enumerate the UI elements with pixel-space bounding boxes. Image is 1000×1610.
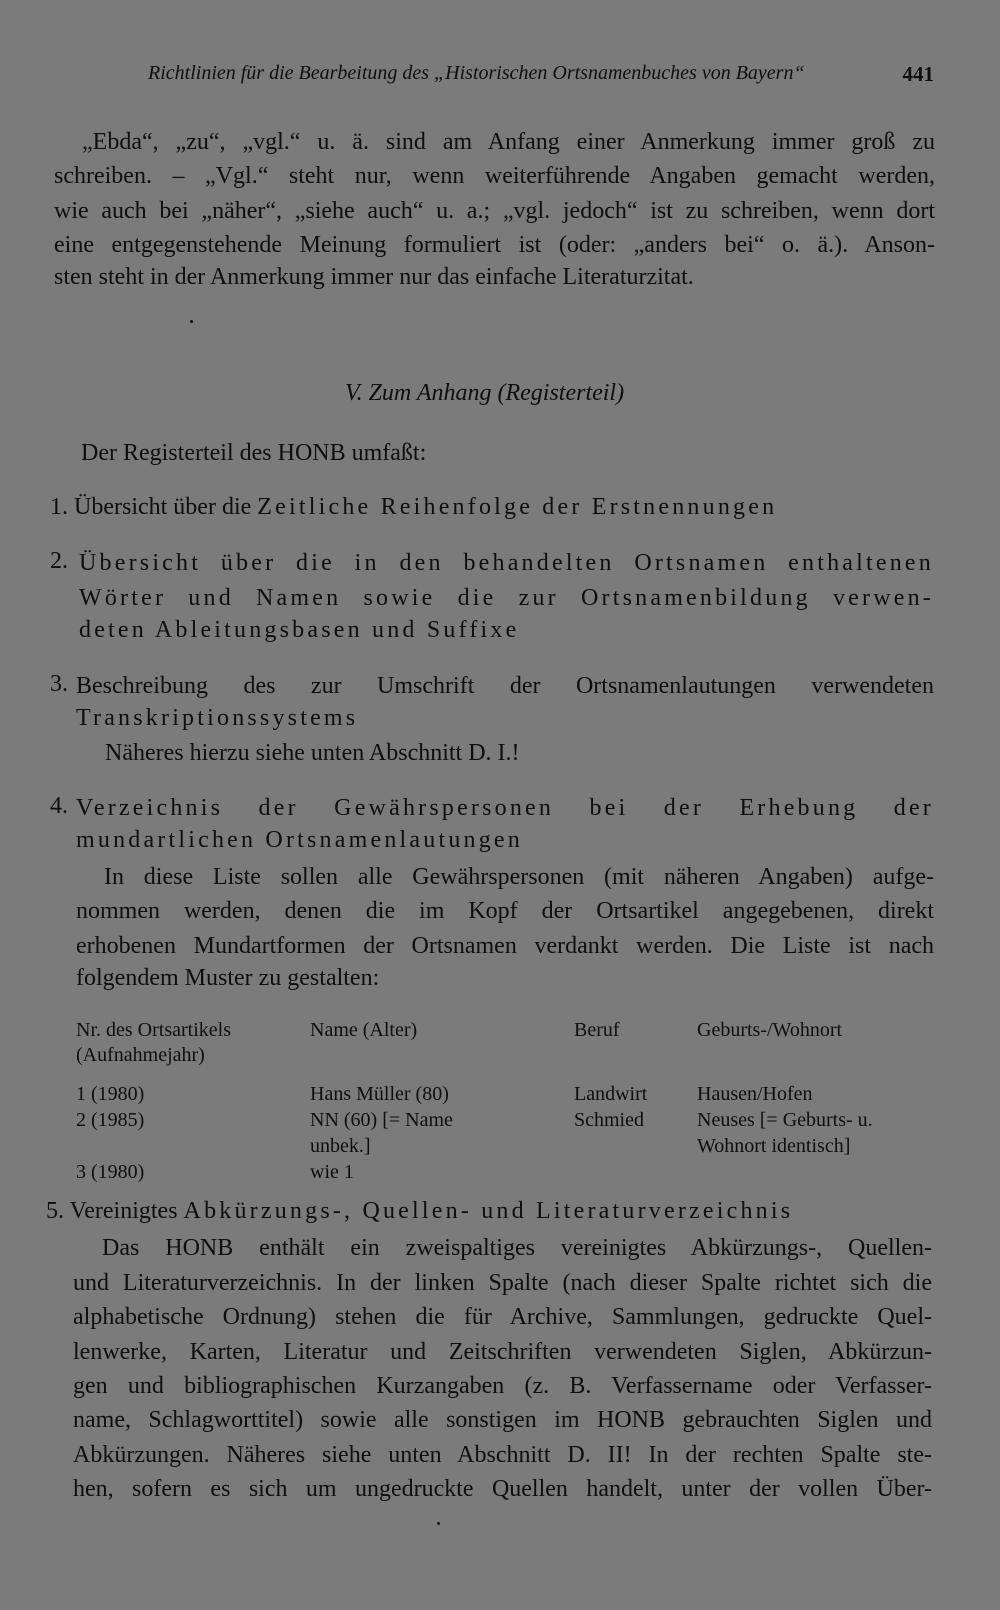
item-3-number: 3.: [50, 671, 68, 697]
item-5-text: Vereinigtes: [69, 1198, 178, 1224]
item-4-body-line-2: nommen werden, denen die im Kopf der Ortsartikel angegebenen, direkt: [76, 898, 934, 924]
table-row-1-ort: Hausen/Hofen: [697, 1083, 813, 1105]
table-row-2-beruf: Schmied: [574, 1109, 644, 1131]
print-speck: [437, 1522, 440, 1525]
item-2-number: 2.: [50, 548, 68, 574]
table-row-2-ort: Neuses [= Geburts- u.: [697, 1109, 873, 1131]
item-1-number: 1.: [50, 494, 68, 520]
table-row-1-name: Hans Müller (80): [310, 1083, 449, 1105]
running-header-title: Richtlinien für die Bearbeitung des „Historischen Ortsnamenbuches von Bayern“: [148, 62, 805, 84]
item-3-spaced-line: Transkriptionssystems: [76, 705, 359, 731]
item-4-number: 4.: [50, 793, 68, 819]
item-4-body-line-4: folgendem Muster zu gestalten:: [76, 965, 380, 991]
item-1-spaced-text: Zeitliche Reihenfolge der Erstnennungen: [257, 494, 778, 520]
item-3-note: Näheres hierzu siehe unten Abschnitt D. I.!: [105, 740, 520, 766]
item-4-body-line-3: erhobenen Mundartformen der Ortsnamen verdankt werden. Die Liste ist nach: [76, 933, 934, 959]
item-1: [50, 494, 777, 521]
print-speck: [190, 320, 193, 323]
table-row-3-nr: 3 (1980): [76, 1161, 145, 1183]
item-5-body-line-2: und Literaturverzeichnis. In der linken Spalte (nach dieser Spalte richtet sich die: [73, 1270, 932, 1296]
table-header-beruf: Beruf: [574, 1019, 620, 1041]
item-4-body-line-1: In diese Liste sollen alle Gewährspersonen (mit näheren Angaben) aufge-: [104, 864, 934, 890]
item-4-title-line-2: mundartlichen Ortsnamenlautungen: [76, 827, 523, 853]
item-4-title-line-1: Verzeichnis der Gewährspersonen bei der Erhebung der: [76, 795, 934, 821]
item-5-body-line-3: alphabetische Ordnung) stehen die für Archive, Sammlungen, gedruckte Quel-: [73, 1304, 932, 1330]
intro-line-3: wie auch bei „näher“, „siehe auch“ u. a.; „vgl. jedoch“ ist zu schreiben, wenn dort: [54, 198, 935, 224]
item-2-line-1: Übersicht über die in den behandelten Ortsnamen enthaltenen: [79, 550, 934, 576]
intro-line-1: „Ebda“, „zu“, „vgl.“ u. ä. sind am Anfang einer Anmerkung immer groß zu: [82, 129, 935, 155]
item-5-number: 5.: [46, 1198, 64, 1224]
item-5-body-line-1: Das HONB enthält ein zweispaltiges vereinigtes Abkürzungs-, Quellen-: [102, 1235, 932, 1261]
intro-line-4: eine entgegenstehende Meinung formuliert ist (oder: „anders bei“ o. ä.). Anson-: [54, 232, 935, 258]
table-row-2-name: NN (60) [= Name: [310, 1109, 453, 1131]
table-row-3-name: wie 1: [310, 1161, 354, 1183]
item-5-body-line-4: lenwerke, Karten, Literatur und Zeitschriften verwendeten Siglen, Abkürzun-: [73, 1339, 932, 1365]
table-row-2-nr: 2 (1985): [76, 1109, 145, 1131]
section-heading: V. Zum Anhang (Registerteil): [345, 380, 625, 406]
intro-line-5: sten steht in der Anmerkung immer nur das einfache Literaturzitat.: [54, 264, 694, 290]
item-5-body-line-8: hen, sofern es sich um ungedruckte Quellen handelt, unter der vollen Über-: [73, 1476, 932, 1502]
page-number: 441: [902, 62, 934, 86]
register-intro: Der Registerteil des HONB umfaßt:: [81, 440, 427, 466]
table-row-1-beruf: Landwirt: [574, 1083, 648, 1105]
table-header-nr: Nr. des Ortsartikels: [76, 1019, 231, 1041]
item-2-line-2: Wörter und Namen sowie die zur Ortsnamenbildung verwen-: [79, 585, 934, 611]
intro-line-2: schreiben. – „Vgl.“ steht nur, wenn weiterführende Angaben gemacht werden,: [54, 163, 935, 189]
item-3-line-1: Beschreibung des zur Umschrift der Ortsnamenlautungen verwendeten: [76, 673, 934, 699]
item-5-spaced-text: Abkürzungs-, Quellen- und Literaturverzeichnis: [183, 1198, 794, 1224]
table-header-name: Name (Alter): [310, 1019, 418, 1041]
item-2-line-3: deten Ableitungsbasen und Suffixe: [79, 617, 520, 643]
table-row-1-nr: 1 (1980): [76, 1083, 145, 1105]
table-row-2-name-cont: unbek.]: [310, 1135, 371, 1157]
item-5-body-line-6: name, Schlagworttitel) sowie alle sonstigen im HONB gebrauchten Siglen und: [73, 1407, 932, 1433]
item-5: [46, 1198, 793, 1225]
item-1-text: Übersicht über die: [74, 494, 252, 520]
table-header-ort: Geburts-/Wohnort: [697, 1019, 843, 1041]
table-row-2-ort-cont: Wohnort identisch]: [697, 1135, 851, 1157]
table-header-year: (Aufnahmejahr): [76, 1044, 205, 1066]
item-5-body-line-5: gen und bibliographischen Kurzangaben (z. B. Verfassername oder Verfasser-: [73, 1373, 932, 1399]
item-5-body-line-7: Abkürzungen. Näheres siehe unten Abschnitt D. II! In der rechten Spalte ste-: [73, 1442, 932, 1468]
